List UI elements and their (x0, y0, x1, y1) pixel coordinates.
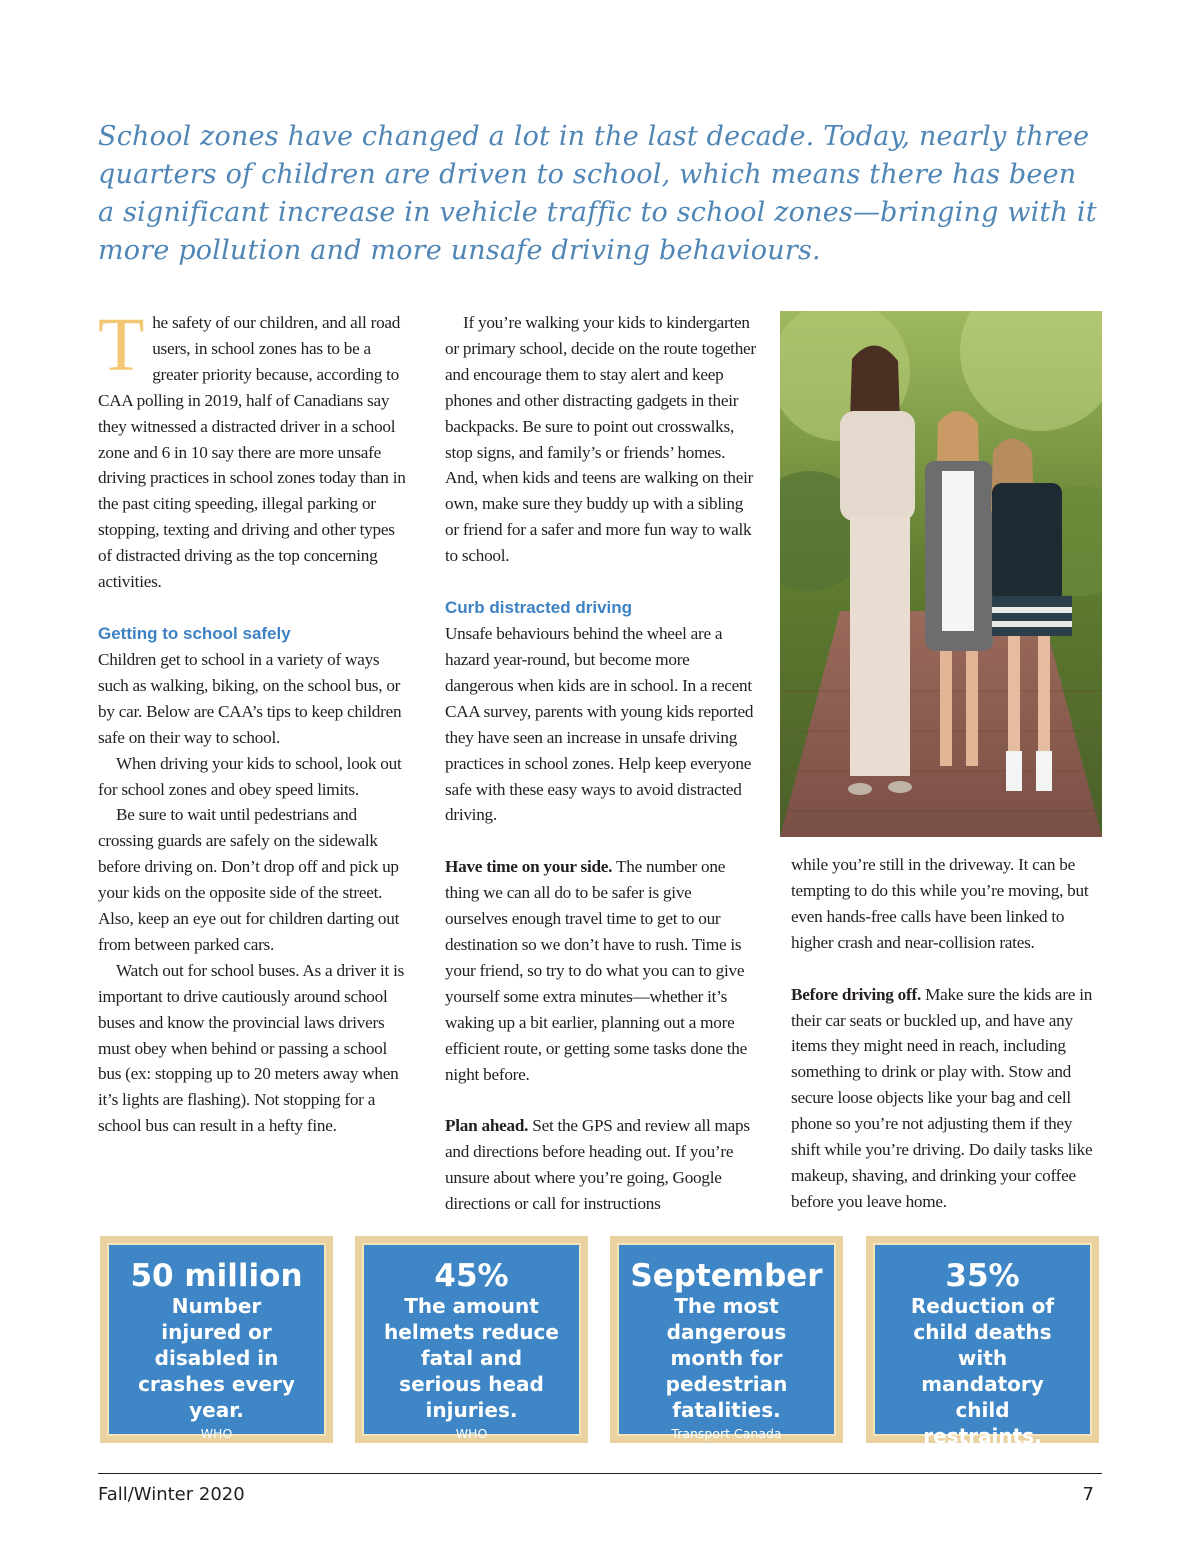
tip-lead: Have time on your side. (445, 857, 613, 877)
stat-description: Reduction of child deaths with mandatory child restraints. (910, 1294, 1055, 1448)
page-number: 7 (1082, 1484, 1094, 1505)
tip-lead: Plan ahead. (445, 1116, 529, 1136)
paragraph: When driving your kids to school, look out for school zones and obey speed limits. (98, 753, 402, 799)
stat-description: The amount helmets reduce fatal and serious head injuries. (384, 1294, 559, 1422)
paragraph: Children get to school in a variety of ways such as walking, biking, on the school bus, or by car. Below are CAA’s tips to keep children safe on their way to school. (98, 649, 402, 747)
tip-text: Set the GPS and review all maps and directions before heading out. If you’re unsure about where you’re going, Google directions or call for instructions (445, 1116, 750, 1214)
paragraph: while you’re still in the driveway. It can be tempting to do this while you’re moving, but even hands-free calls have been linked to higher crash and near-collision rates. (791, 855, 1089, 952)
photo-illustration (780, 311, 1102, 837)
footer-divider (98, 1473, 1102, 1474)
stat-panel (362, 1243, 581, 1441)
subhead-getting-to-school: Getting to school safely (98, 623, 291, 643)
family-photo (780, 311, 1102, 837)
stat-source: WHO (966, 1452, 999, 1467)
stat-box (866, 1236, 1099, 1467)
stat-box (610, 1236, 843, 1443)
paragraph: Watch out for school buses. As a driver it is important to drive cautiously around school buses and know the provincial laws drivers must obey when behind or passing a school bus (ex: stopping up to 20 meters away when it’s lights are flashing). Not stopping for a school bus can result in a hefty fine. (98, 960, 405, 1136)
issue-label: Fall/Winter 2020 (98, 1484, 245, 1505)
tip-before-driving-paragraph (791, 982, 1103, 1215)
stat-number: 45% (434, 1258, 509, 1294)
stat-panel (873, 1243, 1092, 1467)
paragraph: Be sure to wait until pedestrians and crossing guards are safely on the sidewalk before driving on. Don’t drop off and pick up your kids on the opposite side of the street. Also, keep an eye out for children darting out from between parked cars. (98, 805, 400, 954)
opening-text: he safety of our children, and all road users, in school zones has to be a greater priority because, according to CAA polling in 2019, half of Canadians say they witnessed a distracted driver in a school zone and 6 in 10 say there are more unsafe driving practices in school zones today than in the past citing speeding, illegal parking or stopping, texting and driving and other types of distracted driving as the top concerning activities. (98, 313, 406, 592)
article-column-1 (98, 303, 410, 1139)
stat-description: Number injured or disabled in crashes every year. (138, 1294, 295, 1422)
stat-source: WHO (200, 1426, 233, 1441)
intro-pullquote: School zones have changed a lot in the last decade. Today, nearly three quarters of children are driven to school, which means there has been a significant increase in vehicle traffic to school zones—bringing with it more pollution and more unsafe driving behaviours. (98, 121, 1097, 266)
subhead-curb-distracted-driving: Curb distracted driving (445, 598, 633, 618)
article-column-2 (445, 310, 757, 1217)
article-column-3 (791, 852, 1103, 1215)
paragraph: If you’re walking your kids to kindergarten or primary school, decide on the route together and encourage them to stay alert and keep phones and other distracting gadgets in their backpacks. Be sure to point out crosswalks, stop signs, and family’s or friends’ homes. And, when kids and teens are walking on their own, make sure they buddy up with a sibling or friend for a safer and more fun way to walk to school. (445, 313, 756, 566)
opening-paragraph (98, 303, 410, 595)
stat-source: WHO (455, 1426, 488, 1441)
paragraph: Unsafe behaviours behind the wheel are a hazard year-round, but become more dangerous when kids are in school. In a recent CAA survey, parents with young kids reported they have seen an increase in unsafe driving practices in school zones. Help keep everyone safe with these easy ways to avoid distracted driving. (445, 624, 754, 825)
tip-text: The number one thing we can all do to be safer is give ourselves enough travel time to get to our destination so we don’t have to rush. Time is your friend, so try to do what you can to give yourself some extra minutes—whether it’s waking up a bit earlier, planning out a more efficient route, or getting some tasks done the night before. (445, 857, 747, 1084)
tip-time-paragraph (445, 854, 757, 1087)
stat-number: September (630, 1258, 823, 1294)
stat-box (355, 1236, 588, 1443)
stat-panel (107, 1243, 326, 1441)
stat-number: 35% (945, 1258, 1020, 1294)
drop-cap: T (98, 303, 145, 387)
stat-box (100, 1236, 333, 1443)
stat-panel (617, 1243, 836, 1441)
tip-text: Make sure the kids are in their car seats or buckled up, and have any items they might need in reach, including something to drink or play with. Stow and secure loose objects like your bag and cell phone so you’re not adjusting them if they shift while you’re driving. Do daily tasks like makeup, shaving, and drinking your coffee before you leave home. (791, 984, 1093, 1211)
stat-source: Transport Canada (671, 1426, 782, 1441)
tip-plan-paragraph (445, 1113, 757, 1217)
stat-description: The most dangerous month for pedestrian fatalities. (665, 1294, 788, 1422)
stat-number: 50 million (130, 1258, 303, 1294)
tip-lead: Before driving off. (791, 984, 922, 1004)
